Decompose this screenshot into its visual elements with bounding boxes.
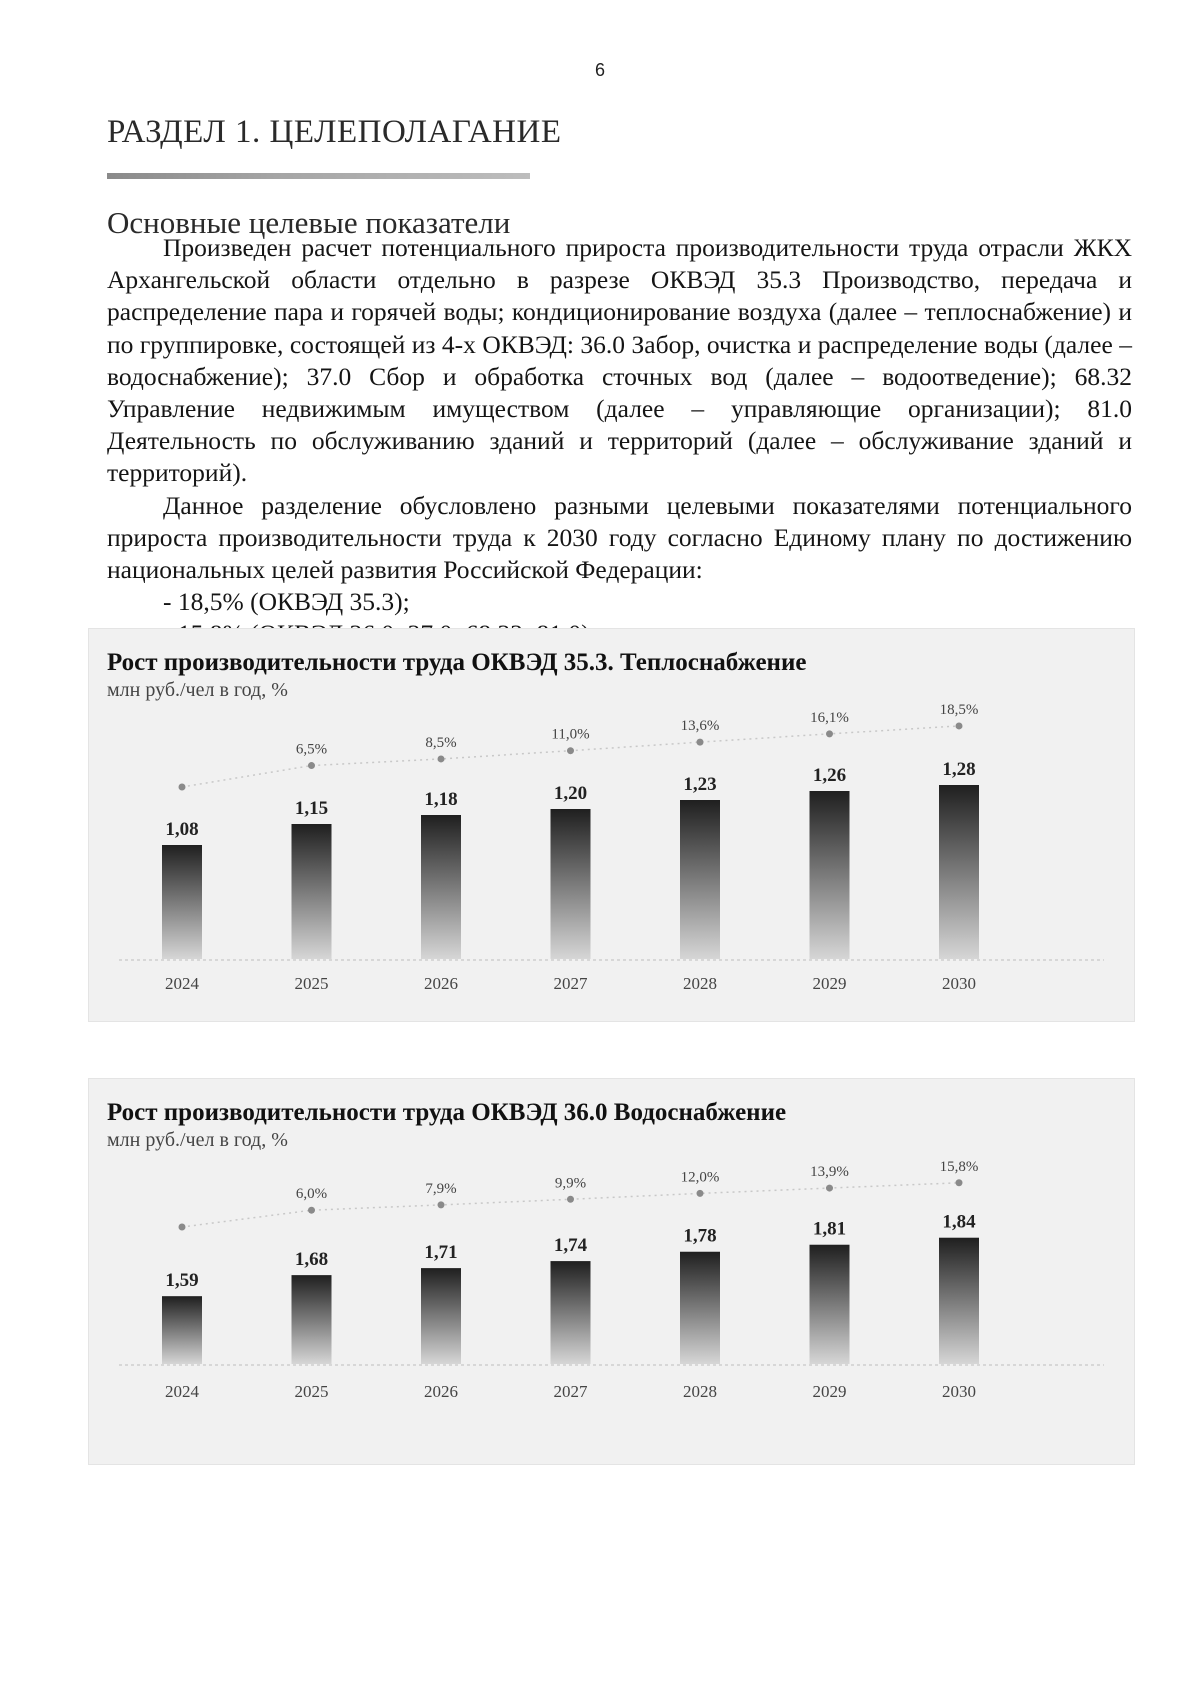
growth-percent-label: 7,9% — [425, 1180, 457, 1197]
bar-2027 — [551, 809, 591, 959]
growth-percent-label: 16,1% — [810, 709, 849, 726]
bar-value-label: 1,84 — [942, 1211, 976, 1233]
year-tick-label: 2029 — [812, 1382, 847, 1401]
growth-marker — [956, 722, 963, 729]
year-tick-label: 2028 — [683, 974, 717, 993]
bar-value-label: 1,20 — [553, 783, 588, 804]
bar-value-label: 1,08 — [165, 819, 199, 840]
bar-value-label: 1,28 — [942, 759, 976, 780]
bar-2028 — [680, 800, 720, 959]
chart-title: Рост производительности труда ОКВЭД 35.3. Теплоснабжение — [107, 649, 807, 676]
year-tick-label: 2028 — [683, 1382, 717, 1401]
year-tick-label: 2030 — [942, 974, 976, 993]
bar-2025 — [292, 1275, 332, 1364]
chart-title: Рост производительности труда ОКВЭД 36.0 Водоснабжение — [107, 1099, 787, 1126]
list-item: - 18,5% (ОКВЭД 35.3); — [163, 587, 410, 617]
bar-2030 — [939, 785, 979, 959]
growth-marker — [826, 1185, 833, 1192]
bar-2030 — [939, 1238, 979, 1364]
growth-marker — [567, 1196, 574, 1203]
bar-2026 — [421, 1268, 461, 1364]
year-tick-label: 2026 — [424, 1382, 458, 1401]
growth-percent-label: 13,6% — [680, 718, 720, 735]
growth-percent-label: 11,0% — [551, 726, 590, 743]
body-text — [107, 232, 1132, 651]
year-tick-label: 2027 — [553, 1382, 588, 1401]
growth-percent-label: 6,5% — [295, 741, 328, 758]
bar-2029 — [810, 1245, 850, 1364]
year-tick-label: 2030 — [942, 1382, 976, 1401]
section-title: РАЗДЕЛ 1. ЦЕЛЕПОЛАГАНИЕ — [107, 114, 562, 150]
chart-plot-area — [89, 1079, 1134, 1464]
growth-marker — [179, 1224, 186, 1231]
growth-marker — [438, 755, 445, 762]
year-tick-label: 2027 — [553, 974, 588, 993]
bar-value-label: 1,23 — [683, 774, 717, 795]
chart-water-supply — [88, 1078, 1135, 1465]
chart-subtitle: млн руб./чел в год, % — [107, 1129, 288, 1151]
growth-percent-label: 18,5% — [939, 701, 979, 718]
growth-marker — [826, 730, 833, 737]
bar-2025 — [292, 824, 332, 959]
growth-marker — [567, 747, 574, 754]
growth-percent-label: 15,8% — [939, 1158, 979, 1175]
year-tick-label: 2026 — [424, 974, 458, 993]
year-tick-label: 2024 — [165, 1382, 199, 1401]
bar-value-label: 1,74 — [553, 1235, 588, 1257]
growth-marker — [956, 1179, 963, 1186]
growth-marker — [697, 739, 704, 746]
bar-value-label: 1,68 — [294, 1249, 329, 1271]
bar-2029 — [810, 791, 850, 959]
year-tick-label: 2029 — [812, 974, 847, 993]
year-tick-label: 2025 — [294, 974, 329, 993]
bar-value-label: 1,71 — [424, 1242, 458, 1264]
chart-plot-area — [89, 629, 1134, 1021]
bar-2027 — [551, 1261, 591, 1364]
bar-2028 — [680, 1252, 720, 1364]
bar-value-label: 1,18 — [424, 789, 458, 810]
page-number: 6 — [594, 60, 605, 80]
growth-percent-label: 8,5% — [425, 734, 457, 751]
bar-value-label: 1,15 — [294, 798, 329, 819]
paragraph: Произведен расчет потенциального прироста производительности труда отрасли ЖКХ Архангельской области отдельно в разрезе ОКВЭД 35.3 Производство, передача и распределение пара и горячей воды; кондиционирование воздуха (далее – теплоснабжение) и по группировке, состоящей из 4-х ОКВЭД: 36.0 Забор, очистка и распределение воды (далее – водоснабжение); 37.0 Сбор и обработка сточных вод (далее – водоотведение); 68.32 Управление недвижимым имуществом (далее – управляющие организации); 81.0 Деятельность по обслуживанию зданий и территорий (далее – обслуживание зданий и территорий). — [107, 233, 1132, 488]
growth-marker — [179, 784, 186, 791]
growth-marker — [438, 1201, 445, 1208]
growth-percent-label: 9,9% — [554, 1175, 587, 1192]
year-tick-label: 2025 — [294, 1382, 329, 1401]
growth-marker — [308, 1207, 315, 1214]
growth-percent-label: 12,0% — [680, 1169, 720, 1186]
growth-marker — [308, 762, 315, 769]
subsection-title: Основные целевые показатели — [107, 205, 511, 240]
bar-value-label: 1,78 — [683, 1225, 717, 1247]
growth-percent-label: 13,9% — [810, 1164, 849, 1181]
growth-marker — [697, 1190, 704, 1197]
section-underline — [107, 173, 530, 179]
year-tick-label: 2024 — [165, 974, 199, 993]
bar-value-label: 1,59 — [165, 1270, 199, 1292]
growth-percent-label: 6,0% — [295, 1186, 328, 1203]
chart-heat-supply — [88, 628, 1135, 1022]
bar-value-label: 1,81 — [812, 1218, 847, 1240]
bar-2024 — [162, 1296, 202, 1364]
paragraph: Данное разделение обусловлено разными целевыми показателями потенциального прироста производительности труда к 2030 году согласно Единому плану по достижению национальных целей развития Российской Федерации: — [107, 490, 1132, 585]
chart-subtitle: млн руб./чел в год, % — [107, 679, 288, 701]
bar-2026 — [421, 815, 461, 959]
bar-value-label: 1,26 — [812, 765, 847, 786]
bar-2024 — [162, 845, 202, 959]
